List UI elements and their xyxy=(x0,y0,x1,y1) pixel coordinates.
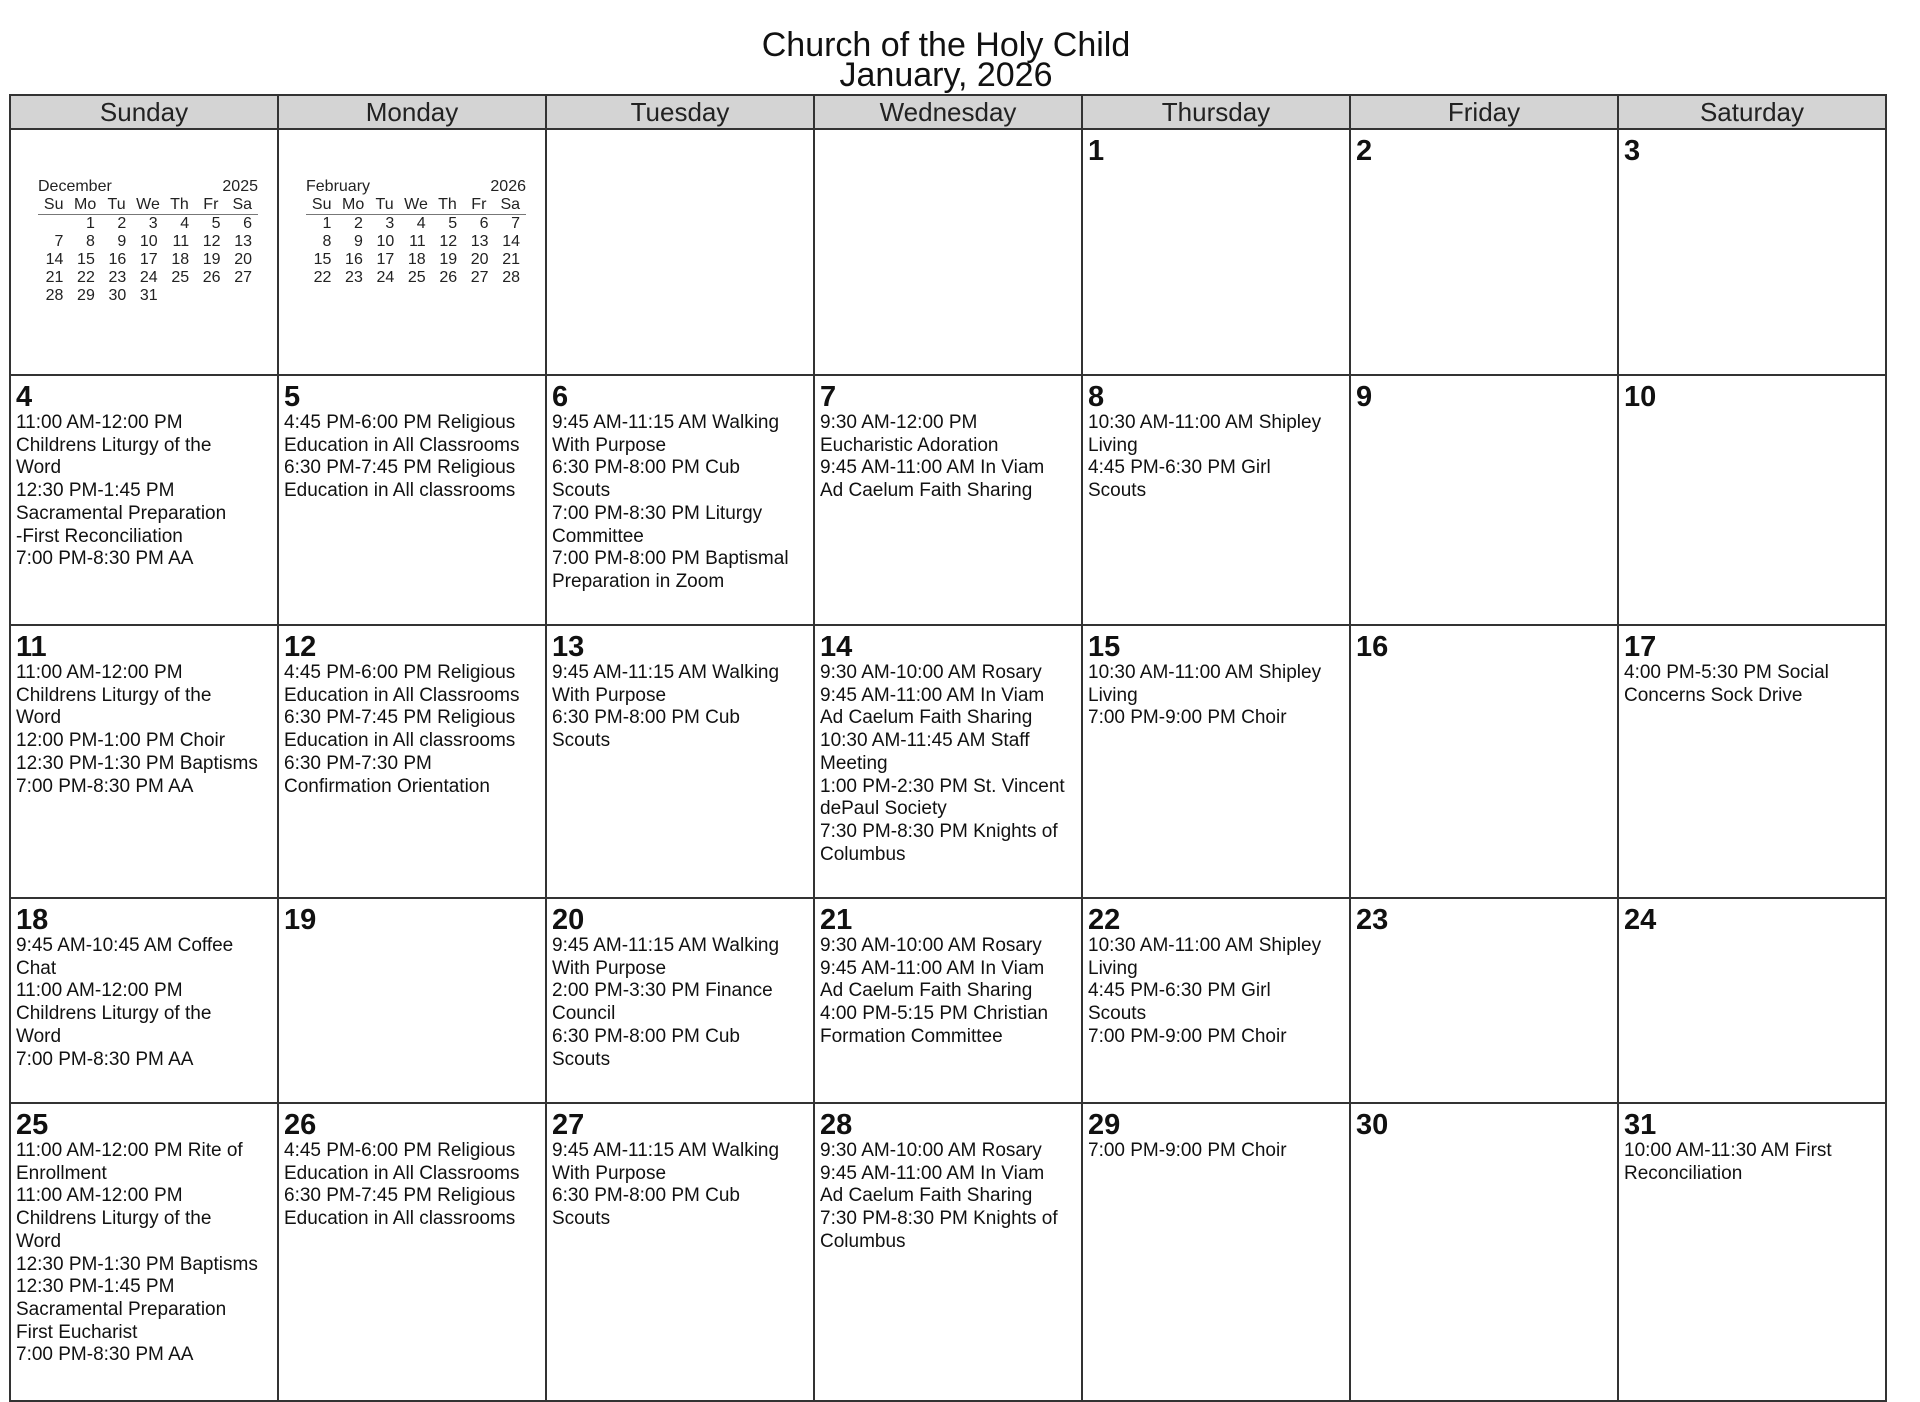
day-cell xyxy=(814,129,1082,375)
week-row xyxy=(10,375,1886,625)
event-line: 11:00 AM-12:00 PM xyxy=(16,412,183,433)
event-line: 7:00 PM-9:00 PM Choir xyxy=(1088,707,1287,729)
event-line: Education in All Classrooms xyxy=(284,1162,520,1184)
weekday-header: Tuesday xyxy=(546,95,814,129)
event-line: 7:00 PM-9:00 PM Choir xyxy=(1088,1025,1287,1047)
mini-calendar-weekday: Su xyxy=(38,196,69,215)
event-line: Columbus xyxy=(820,843,906,865)
day-number: 8 xyxy=(1088,381,1105,413)
mini-calendar-date: 17 xyxy=(376,251,395,268)
event-line: 7:00 PM-8:30 PM AA xyxy=(16,1048,194,1070)
event-list xyxy=(16,1140,272,1367)
day-number: 9 xyxy=(1356,381,1373,413)
day-cell xyxy=(546,1103,814,1401)
event-list xyxy=(552,662,808,753)
day-cell xyxy=(10,375,278,625)
event-line: 9:45 AM-11:00 AM In Viam xyxy=(820,684,1045,706)
day-cell xyxy=(10,1103,278,1401)
event-line: 7:00 PM-9:00 PM Choir xyxy=(1088,1140,1287,1161)
event-list xyxy=(552,412,808,594)
event-list xyxy=(1088,935,1344,1049)
event-line: Reconciliation xyxy=(1624,1162,1743,1184)
event-line: 9:45 AM-10:45 AM Coffee xyxy=(16,935,234,956)
mini-calendar-date: 28 xyxy=(502,269,520,286)
mini-calendar-date: 15 xyxy=(313,251,332,268)
mini-calendar-date: 30 xyxy=(108,287,127,304)
mini-calendar-date: 18 xyxy=(407,251,426,268)
day-cell xyxy=(814,625,1082,898)
event-line: Childrens Liturgy of the xyxy=(16,434,212,456)
event-line: 4:45 PM-6:30 PM Girl xyxy=(1088,980,1271,1002)
mini-calendar-date: 25 xyxy=(171,269,190,286)
day-number: 14 xyxy=(820,631,853,663)
mini-calendar-year: 2025 xyxy=(222,178,258,195)
mini-calendar-date: 21 xyxy=(45,269,64,286)
event-line: Word xyxy=(16,707,62,729)
mini-calendar-date: 2 xyxy=(353,215,363,232)
event-line: 9:45 AM-11:15 AM Walking xyxy=(552,662,780,683)
mini-calendar-date: 4 xyxy=(416,215,426,232)
day-number: 6 xyxy=(552,381,569,413)
event-line: Ad Caelum Faith Sharing xyxy=(820,980,1033,1002)
event-line: 9:45 AM-11:15 AM Walking xyxy=(552,935,780,956)
day-number: 27 xyxy=(552,1109,585,1141)
mini-calendar-date: 17 xyxy=(139,251,158,268)
mini-calendar-date: 3 xyxy=(385,215,395,232)
day-cell xyxy=(1082,129,1350,375)
mini-calendar-date: 15 xyxy=(77,251,95,268)
event-line: 6:30 PM-8:00 PM Cub xyxy=(552,1185,740,1207)
mini-calendar-date: 10 xyxy=(376,233,395,250)
event-line: Living xyxy=(1088,684,1138,706)
day-cell xyxy=(814,375,1082,625)
week-row xyxy=(10,625,1886,898)
day-number: 20 xyxy=(552,904,585,936)
mini-calendar-date: 8 xyxy=(322,233,332,250)
mini-calendar-date: 14 xyxy=(45,251,64,268)
day-cell xyxy=(1082,898,1350,1103)
event-line: 12:30 PM-1:45 PM xyxy=(16,1276,175,1298)
event-list xyxy=(820,1140,1076,1254)
day-cell xyxy=(1350,898,1618,1103)
mini-calendar-date xyxy=(195,287,226,305)
day-number: 1 xyxy=(1088,135,1105,167)
event-line: dePaul Society xyxy=(820,798,947,820)
day-cell xyxy=(546,129,814,375)
event-list xyxy=(552,1140,808,1231)
day-cell xyxy=(278,1103,546,1401)
event-line: 1:00 PM-2:30 PM St. Vincent xyxy=(820,775,1065,797)
mini-calendar-weekday: Fr xyxy=(195,196,226,215)
mini-calendar-month: December xyxy=(38,178,112,195)
mini-calendar-header xyxy=(38,178,258,196)
mini-calendar-date: 31 xyxy=(139,287,158,304)
weekday-header: Friday xyxy=(1350,95,1618,129)
mini-calendar-date: 24 xyxy=(139,269,158,286)
event-list xyxy=(552,935,808,1071)
event-line: Scouts xyxy=(552,480,611,502)
mini-calendar-date: 12 xyxy=(202,233,221,250)
event-line: Education in All Classrooms xyxy=(284,434,520,456)
event-list xyxy=(16,935,272,1071)
event-line: Confirmation Orientation xyxy=(284,775,490,797)
day-cell xyxy=(1350,375,1618,625)
mini-calendar-date: 1 xyxy=(322,215,332,232)
day-number: 23 xyxy=(1356,904,1389,936)
event-list xyxy=(820,412,1076,503)
event-list xyxy=(16,412,272,571)
event-list xyxy=(1088,412,1344,503)
mini-calendar-date: 23 xyxy=(108,269,127,286)
mini-calendar-weekday: Th xyxy=(432,196,463,215)
event-line: Education in All classrooms xyxy=(284,730,516,752)
day-cell xyxy=(814,1103,1082,1401)
mini-calendar-date: 6 xyxy=(243,215,252,232)
event-line: 9:45 AM-11:00 AM In Viam xyxy=(820,1162,1045,1184)
event-line: Ad Caelum Faith Sharing xyxy=(820,707,1033,729)
day-cell xyxy=(1082,1103,1350,1401)
mini-calendar-date: 5 xyxy=(448,215,458,232)
event-line: Living xyxy=(1088,434,1138,456)
mini-calendar-date: 19 xyxy=(202,251,221,268)
month-title: January, 2026 xyxy=(839,56,1053,94)
event-line: Living xyxy=(1088,957,1138,979)
mini-calendar-date: 13 xyxy=(234,233,252,250)
event-line: 9:30 AM-10:00 AM Rosary xyxy=(820,935,1042,956)
mini-calendar xyxy=(38,178,258,305)
event-list xyxy=(820,935,1076,1049)
mini-calendar-weekday: Mo xyxy=(337,196,368,215)
event-line: Education in All Classrooms xyxy=(284,684,520,706)
day-number: 21 xyxy=(820,904,853,936)
month-calendar-grid xyxy=(9,94,1887,1402)
event-line: Childrens Liturgy of the xyxy=(16,1003,212,1025)
mini-calendar-date: 13 xyxy=(470,233,489,250)
day-cell xyxy=(546,625,814,898)
day-number: 12 xyxy=(284,631,317,663)
day-cell xyxy=(1350,625,1618,898)
day-number: 22 xyxy=(1088,904,1121,936)
mini-calendar-date: 29 xyxy=(77,287,95,304)
event-line: Chat xyxy=(16,957,57,979)
week-row xyxy=(10,898,1886,1103)
day-cell xyxy=(546,375,814,625)
event-line: 12:30 PM-1:30 PM Baptisms xyxy=(16,1253,258,1275)
day-cell xyxy=(1350,129,1618,375)
event-line: 9:30 AM-10:00 AM Rosary xyxy=(820,662,1042,683)
day-number: 26 xyxy=(284,1109,317,1141)
event-line: With Purpose xyxy=(552,434,667,456)
event-line: Council xyxy=(552,1003,616,1025)
event-line: 10:30 AM-11:45 AM Staff xyxy=(820,730,1030,752)
event-list xyxy=(284,412,540,503)
event-line: 9:30 AM-10:00 AM Rosary xyxy=(820,1140,1042,1161)
day-cell xyxy=(278,625,546,898)
day-number: 2 xyxy=(1356,135,1373,167)
mini-calendar-date: 4 xyxy=(180,215,190,232)
week-row xyxy=(10,129,1886,375)
mini-calendar-date: 21 xyxy=(502,251,520,268)
mini-calendar-date: 14 xyxy=(502,233,520,250)
event-line: 7:00 PM-8:30 PM AA xyxy=(16,1344,194,1366)
event-line: Word xyxy=(16,1230,62,1252)
day-number: 10 xyxy=(1624,381,1657,413)
event-list xyxy=(1088,662,1344,730)
event-line: 4:45 PM-6:00 PM Religious xyxy=(284,412,516,433)
event-line: Meeting xyxy=(820,752,888,774)
mini-calendar-date: 27 xyxy=(470,269,489,286)
day-cell xyxy=(1350,1103,1618,1401)
event-line: With Purpose xyxy=(552,957,667,979)
event-line: Concerns Sock Drive xyxy=(1624,684,1803,706)
event-line: Enrollment xyxy=(16,1162,107,1184)
day-number: 19 xyxy=(284,904,317,936)
event-line: Scouts xyxy=(552,730,611,752)
day-number: 28 xyxy=(820,1109,853,1141)
mini-calendar-date: 10 xyxy=(139,233,158,250)
event-line: Formation Committee xyxy=(820,1025,1003,1047)
day-number: 31 xyxy=(1624,1109,1657,1141)
mini-calendar-date: 9 xyxy=(117,233,127,250)
event-line: 12:30 PM-1:45 PM xyxy=(16,480,175,502)
day-cell xyxy=(814,898,1082,1103)
day-number: 15 xyxy=(1088,631,1121,663)
weekday-header: Monday xyxy=(278,95,546,129)
mini-calendar-date: 6 xyxy=(479,215,489,232)
event-line: Ad Caelum Faith Sharing xyxy=(820,480,1033,502)
day-number: 5 xyxy=(284,381,301,413)
day-number: 13 xyxy=(552,631,585,663)
day-number: 17 xyxy=(1624,631,1657,663)
event-line: First Eucharist xyxy=(16,1321,138,1343)
event-list xyxy=(1624,662,1880,707)
day-number: 29 xyxy=(1088,1109,1121,1141)
mini-calendar-weekday: Sa xyxy=(227,196,258,215)
day-cell xyxy=(1618,375,1886,625)
mini-calendar-date: 24 xyxy=(376,269,395,286)
mini-calendar-date: 20 xyxy=(234,251,252,268)
event-line: 10:30 AM-11:00 AM Shipley xyxy=(1088,412,1322,433)
event-line: Word xyxy=(16,457,62,479)
mini-calendar-weekday: Tu xyxy=(101,196,132,215)
event-line: 6:30 PM-8:00 PM Cub xyxy=(552,1025,740,1047)
event-line: Scouts xyxy=(1088,1003,1147,1025)
mini-calendar-date: 12 xyxy=(439,233,458,250)
weekday-header: Sunday xyxy=(10,95,278,129)
day-number: 18 xyxy=(16,904,49,936)
mini-calendar-header xyxy=(306,178,526,196)
event-list xyxy=(284,1140,540,1231)
event-line: Preparation in Zoom xyxy=(552,570,725,592)
event-line: 6:30 PM-8:00 PM Cub xyxy=(552,457,740,479)
event-line: Scouts xyxy=(1088,480,1147,502)
day-number: 16 xyxy=(1356,631,1389,663)
day-cell xyxy=(1618,129,1886,375)
mini-calendar-date: 20 xyxy=(470,251,489,268)
event-line: Childrens Liturgy of the xyxy=(16,684,212,706)
day-number: 11 xyxy=(16,631,47,663)
weekday-header: Thursday xyxy=(1082,95,1350,129)
mini-calendar-date: 16 xyxy=(345,251,363,268)
mini-calendar-date: 19 xyxy=(439,251,458,268)
event-line: 11:00 AM-12:00 PM xyxy=(16,662,183,683)
day-cell xyxy=(1082,625,1350,898)
event-line: 11:00 AM-12:00 PM xyxy=(16,980,183,1002)
day-cell xyxy=(1618,1103,1886,1401)
mini-calendar-date: 9 xyxy=(353,233,363,250)
mini-calendar-date xyxy=(227,287,258,305)
event-line: 9:45 AM-11:00 AM In Viam xyxy=(820,957,1045,979)
event-line: Childrens Liturgy of the xyxy=(16,1208,212,1230)
mini-calendar-date: 5 xyxy=(211,215,221,232)
mini-calendar-date xyxy=(164,287,195,305)
event-line: -First Reconciliation xyxy=(16,525,183,547)
event-line: Word xyxy=(16,1025,62,1047)
event-line: Education in All classrooms xyxy=(284,480,516,502)
mini-calendar-date: 2 xyxy=(117,215,127,232)
mini-calendar-date: 26 xyxy=(202,269,221,286)
event-list xyxy=(820,662,1076,866)
event-line: 10:00 AM-11:30 AM First xyxy=(1624,1140,1832,1161)
event-line: Scouts xyxy=(552,1208,611,1230)
event-line: 7:00 PM-8:30 PM AA xyxy=(16,548,194,570)
weekday-header: Saturday xyxy=(1618,95,1886,129)
day-cell xyxy=(278,375,546,625)
mini-calendar-weekday: Tu xyxy=(369,196,400,215)
day-number: 30 xyxy=(1356,1109,1389,1141)
mini-calendar-date: 1 xyxy=(85,215,95,232)
mini-calendar-date: 7 xyxy=(54,233,64,250)
day-number: 24 xyxy=(1624,904,1657,936)
event-line: 4:45 PM-6:00 PM Religious xyxy=(284,1140,516,1161)
event-line: Ad Caelum Faith Sharing xyxy=(820,1185,1033,1207)
weekday-header-row xyxy=(10,95,1886,129)
mini-calendar-date: 25 xyxy=(407,269,426,286)
day-number: 4 xyxy=(16,381,33,413)
event-list xyxy=(284,662,540,798)
event-line: Scouts xyxy=(552,1048,611,1070)
mini-calendar-grid xyxy=(38,196,258,305)
event-line: 9:45 AM-11:15 AM Walking xyxy=(552,1140,780,1161)
event-line: Columbus xyxy=(820,1230,906,1252)
mini-calendar-date: 26 xyxy=(439,269,458,286)
event-line: 11:00 AM-12:00 PM Rite of xyxy=(16,1140,243,1161)
event-line: 9:45 AM-11:15 AM Walking xyxy=(552,412,780,433)
event-list xyxy=(1624,1140,1880,1185)
event-line: Sacramental Preparation xyxy=(16,502,227,524)
event-line: 10:30 AM-11:00 AM Shipley xyxy=(1088,662,1322,683)
event-line: 7:00 PM-8:30 PM AA xyxy=(16,775,194,797)
event-line: With Purpose xyxy=(552,684,667,706)
event-line: 4:00 PM-5:30 PM Social xyxy=(1624,662,1829,683)
mini-calendar-weekday: Fr xyxy=(463,196,494,215)
event-line: 6:30 PM-8:00 PM Cub xyxy=(552,707,740,729)
mini-calendar-date: 11 xyxy=(172,233,190,250)
week-row xyxy=(10,1103,1886,1401)
day-cell xyxy=(278,898,546,1103)
mini-calendar-weekday: Sa xyxy=(495,196,526,215)
day-cell xyxy=(1618,625,1886,898)
mini-calendar-date: 11 xyxy=(409,233,426,250)
mini-calendar-grid xyxy=(306,196,526,287)
mini-calendar-date xyxy=(38,215,69,233)
event-line: 4:45 PM-6:00 PM Religious xyxy=(284,662,516,683)
day-number: 3 xyxy=(1624,135,1641,167)
mini-calendar-date: 22 xyxy=(313,269,332,286)
event-line: 9:30 AM-12:00 PM xyxy=(820,412,978,433)
weekday-header: Wednesday xyxy=(814,95,1082,129)
mini-calendar-date: 18 xyxy=(171,251,190,268)
mini-calendar-month: February xyxy=(306,178,371,195)
event-line: 4:00 PM-5:15 PM Christian xyxy=(820,1003,1049,1025)
mini-calendar xyxy=(306,178,526,287)
event-line: 12:00 PM-1:00 PM Choir xyxy=(16,730,226,752)
day-cell xyxy=(1618,898,1886,1103)
calendar-title xyxy=(0,26,1892,94)
day-cell xyxy=(10,898,278,1103)
event-line: 7:00 PM-8:00 PM Baptismal xyxy=(552,548,789,570)
event-list xyxy=(1088,1140,1344,1163)
mini-calendar-weekday: Mo xyxy=(69,196,100,215)
event-line: Eucharistic Adoration xyxy=(820,434,999,456)
mini-calendar-date: 27 xyxy=(234,269,252,286)
day-number: 7 xyxy=(820,381,837,413)
mini-calendar-date: 7 xyxy=(511,215,520,232)
event-line: 11:00 AM-12:00 PM xyxy=(16,1185,183,1207)
event-line: 6:30 PM-7:45 PM Religious xyxy=(284,1185,516,1207)
day-number: 25 xyxy=(16,1109,49,1141)
mini-calendar-date: 22 xyxy=(77,269,95,286)
event-line: With Purpose xyxy=(552,1162,667,1184)
church-name: Church of the Holy Child xyxy=(761,26,1131,64)
event-line: 6:30 PM-7:30 PM xyxy=(284,752,432,774)
day-cell xyxy=(1082,375,1350,625)
mini-calendar-date: 8 xyxy=(85,233,95,250)
mini-calendar-weekday: We xyxy=(132,196,163,215)
day-cell xyxy=(10,625,278,898)
event-line: Education in All classrooms xyxy=(284,1208,516,1230)
mini-calendar-weekday: We xyxy=(400,196,431,215)
event-line: 9:45 AM-11:00 AM In Viam xyxy=(820,457,1045,479)
event-line: 10:30 AM-11:00 AM Shipley xyxy=(1088,935,1322,956)
event-list xyxy=(16,662,272,798)
event-line: 6:30 PM-7:45 PM Religious xyxy=(284,457,516,479)
event-line: 6:30 PM-7:45 PM Religious xyxy=(284,707,516,729)
mini-calendar-date: 23 xyxy=(345,269,363,286)
event-line: 4:45 PM-6:30 PM Girl xyxy=(1088,457,1271,479)
event-line: 7:00 PM-8:30 PM Liturgy xyxy=(552,502,763,524)
mini-calendar-weekday: Su xyxy=(306,196,337,215)
event-line: 2:00 PM-3:30 PM Finance xyxy=(552,980,773,1002)
mini-calendar-date: 16 xyxy=(108,251,127,268)
event-line: Committee xyxy=(552,525,644,547)
event-line: 7:30 PM-8:30 PM Knights of xyxy=(820,820,1058,842)
mini-calendar-cell xyxy=(10,129,278,375)
mini-calendar-date: 3 xyxy=(148,215,158,232)
mini-calendar-date: 28 xyxy=(45,287,64,304)
mini-calendar-year: 2026 xyxy=(490,178,526,195)
event-line: Sacramental Preparation xyxy=(16,1298,227,1320)
event-line: 7:30 PM-8:30 PM Knights of xyxy=(820,1208,1058,1230)
day-cell xyxy=(546,898,814,1103)
event-line: 12:30 PM-1:30 PM Baptisms xyxy=(16,752,258,774)
mini-calendar-weekday: Th xyxy=(164,196,195,215)
mini-calendar-cell xyxy=(278,129,546,375)
